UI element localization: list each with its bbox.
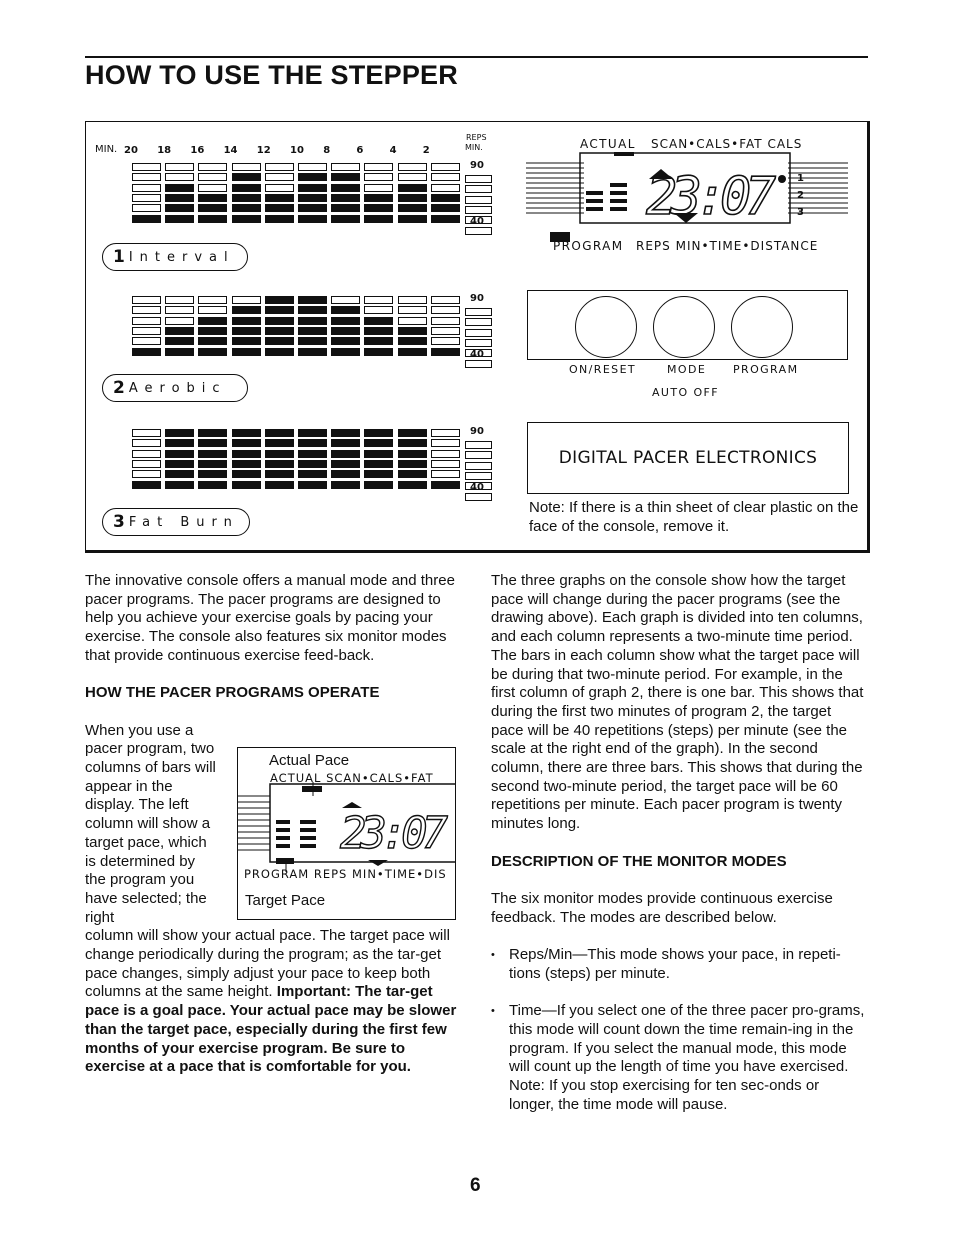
graph-bar-segment — [265, 337, 294, 345]
graph-bar-segment — [398, 184, 427, 192]
scale-high-label: 90 — [470, 160, 484, 171]
right-column — [491, 572, 867, 1133]
graph-bar-segment — [232, 317, 261, 325]
graph-bar-segment — [265, 204, 294, 212]
inset-lcd — [238, 782, 456, 872]
graph-bar-segment — [165, 450, 194, 458]
graph-bar-segment — [398, 450, 427, 458]
graph-bar-segment — [331, 317, 360, 325]
graph-bar-segment — [165, 215, 194, 223]
graph-bar-segment — [265, 306, 294, 314]
graph-bar-segment — [198, 348, 227, 356]
graph-bar-segment — [232, 184, 261, 192]
graph-bar-segment — [398, 348, 427, 356]
program-name: Aerobic — [128, 380, 227, 396]
graph-bar-segment — [232, 481, 261, 489]
lcd-program-label: PROGRAM — [553, 239, 624, 253]
graph-bar-segment — [298, 327, 327, 335]
graph-bar-segment — [265, 215, 294, 223]
graph-bar-segment — [431, 306, 460, 314]
graph-bar-segment — [431, 450, 460, 458]
graph-bar-segment — [431, 296, 460, 304]
page-title: HOW TO USE THE STEPPER — [85, 60, 458, 90]
graph-bar-segment — [198, 184, 227, 192]
console-figure — [85, 121, 870, 553]
on-reset-label: ON/RESET — [569, 363, 637, 376]
graph-bar-segment — [165, 163, 194, 171]
graph-bar-segment — [132, 429, 161, 437]
graph-bar-segment — [298, 317, 327, 325]
lcd-display — [526, 152, 856, 252]
graph-bar-segment — [132, 184, 161, 192]
graph-bar-segment — [132, 194, 161, 202]
graph-bar-segment — [198, 450, 227, 458]
graph-bar-segment — [165, 327, 194, 335]
graph-bar-segment — [265, 296, 294, 304]
graph-bar-segment — [132, 348, 161, 356]
graph-bar-segment — [398, 204, 427, 212]
program-label-3 — [102, 508, 250, 536]
scale-bar-segment — [465, 451, 492, 459]
graph-bar-segment — [132, 460, 161, 468]
mode-button[interactable] — [653, 296, 715, 358]
side-number-2: 2 — [797, 190, 804, 201]
graph-bar-segment — [165, 173, 194, 181]
graph-bar-segment — [232, 348, 261, 356]
graph-bar-segment — [198, 470, 227, 478]
graph-bar-segment — [265, 460, 294, 468]
axis-tick-label: 16 — [190, 145, 205, 156]
graph-bar-segment — [331, 337, 360, 345]
important-note: Important: The tar-get pace is a goal pace. Your actual pace may be slower than the target pace, especially during the first few months of your exercise program. Be sure to exercise at a pace that is comfortable for you. — [85, 983, 457, 1076]
graph-bar-segment — [198, 337, 227, 345]
graph-bar-segment — [198, 327, 227, 335]
graph-bar-segment — [132, 306, 161, 314]
graph-bar-segment — [165, 317, 194, 325]
lcd-actual-label: ACTUAL — [580, 137, 636, 151]
graph-bar-segment — [198, 296, 227, 304]
scale-bar-segment — [465, 318, 492, 326]
graph-bar-segment — [298, 296, 327, 304]
graph-bar-segment — [331, 194, 360, 202]
graph-bar-segment — [265, 429, 294, 437]
graph-bar-segment — [165, 460, 194, 468]
graph-bar-segment — [132, 296, 161, 304]
graph-bar-segment — [298, 215, 327, 223]
monitor-modes-heading: DESCRIPTION OF THE MONITOR MODES — [491, 852, 787, 870]
scale-high-label: 90 — [470, 293, 484, 304]
axis-tick-label: 8 — [323, 145, 331, 156]
scale-bar-segment — [465, 493, 492, 501]
graph-bar-segment — [398, 215, 427, 223]
program-number: 2 — [113, 378, 125, 398]
axis-tick-label: 10 — [290, 145, 304, 156]
graph-bar-segment — [398, 337, 427, 345]
graph-bar-segment — [431, 327, 460, 335]
graph-bar-segment — [232, 163, 261, 171]
graph-bar-segment — [431, 429, 460, 437]
graph-bar-segment — [364, 337, 393, 345]
axis-tick-label: 6 — [356, 145, 364, 156]
intro-paragraph: The innovative console offers a manual mode and three pacer programs. The pacer programs are designed to help you achieve your exercise goals by pacing your exercise. The console also features six monitor modes that provide continuous exercise feed-back. — [85, 572, 455, 664]
graph-bar-segment — [132, 173, 161, 181]
graph-bar-segment — [364, 470, 393, 478]
graph-bar-segment — [232, 337, 261, 345]
graph-bar-segment — [331, 306, 360, 314]
graph-bar-segment — [331, 327, 360, 335]
graph-bar-segment — [265, 348, 294, 356]
graph-bar-segment — [132, 163, 161, 171]
scale-low-label: 40 — [470, 216, 484, 227]
axis-tick-label: 18 — [157, 145, 172, 156]
graph-bar-segment — [198, 317, 227, 325]
list-item: • Time—If you select one of the three pacer pro-grams, this mode will count down the time remain-ing in the program. If you select the manual mode, this mode will count up the length of time you have exercised. Note: If you stop exercising for ten sec-onds or longer, the time mode will pause. — [491, 1002, 867, 1114]
actual-indicator-icon — [614, 152, 634, 156]
plastic-note: Note: If there is a thin sheet of clear plastic on the face of the console, remove it. — [529, 499, 859, 535]
program-name: Interval — [128, 249, 235, 265]
wrapped-paragraph: When you use a pacer program, two columns of bars will appear in the display. The left column will show a target pace, which is determined by the program you have selected; the right — [85, 721, 216, 926]
graph-bar-segment — [331, 439, 360, 447]
graph-bar-segment — [431, 163, 460, 171]
graph-bar-segment — [431, 215, 460, 223]
graph-bar-segment — [265, 317, 294, 325]
graph-bar-segment — [364, 215, 393, 223]
scale-bar-segment — [465, 185, 492, 193]
graph-bar-segment — [331, 460, 360, 468]
graph-bar-segment — [165, 348, 194, 356]
reps-min-label: MIN. — [465, 143, 483, 152]
side-number-3: 3 — [797, 207, 804, 218]
graph-bar-segment — [265, 163, 294, 171]
reps-label: REPS — [466, 133, 487, 142]
graph-bar-segment — [232, 204, 261, 212]
scale-bar-segment — [465, 462, 492, 470]
graph-bar-segment — [265, 470, 294, 478]
inset-top-labels: ACTUAL SCAN•CALS•FAT — [270, 771, 434, 785]
graph-bar-segment — [431, 184, 460, 192]
graph-bar-segment — [165, 337, 194, 345]
axis-tick-label: 20 — [124, 145, 138, 156]
graph-bar-segment — [398, 306, 427, 314]
graph-bar-segment — [232, 194, 261, 202]
graph-bar-segment — [431, 194, 460, 202]
graph-bar-segment — [165, 306, 194, 314]
scale-bar-segment — [465, 339, 492, 347]
graph-bar-segment — [165, 481, 194, 489]
program-number: 1 — [113, 247, 125, 267]
graph-bar-segment — [298, 439, 327, 447]
target-pace-marker-icon — [276, 858, 294, 864]
modes-list — [491, 946, 867, 1114]
graph-bar-segment — [165, 296, 194, 304]
graph-bar-segment — [198, 429, 227, 437]
auto-off-label: AUTO OFF — [652, 386, 719, 399]
axis-min-label: MIN. — [95, 144, 118, 155]
graph-bar-segment — [398, 173, 427, 181]
graph-bar-segment — [398, 470, 427, 478]
graph-bar-segment — [431, 348, 460, 356]
lcd-scan-label: SCAN•CALS•FAT CALS — [651, 137, 803, 151]
inset-bottom-labels: PROGRAM REPS MIN•TIME•DIS — [244, 867, 447, 881]
graph-bar-segment — [331, 173, 360, 181]
graph-bar-segment — [165, 184, 194, 192]
graph-bar-segment — [364, 204, 393, 212]
graph-bar-segment — [364, 450, 393, 458]
graph-bar-segment — [298, 173, 327, 181]
graph-bar-segment — [298, 450, 327, 458]
scale-bar-segment — [465, 175, 492, 183]
graph-bar-segment — [364, 327, 393, 335]
button-panel — [527, 290, 848, 360]
graph-bar-segment — [331, 450, 360, 458]
graph-bar-segment — [364, 296, 393, 304]
graph-bar-segment — [265, 439, 294, 447]
pace-inset — [237, 747, 456, 920]
graph-bar-segment — [298, 306, 327, 314]
graph-bar-segment — [298, 194, 327, 202]
graph-bar-segment — [431, 173, 460, 181]
graph-bar-segment — [431, 439, 460, 447]
graph-bar-segment — [364, 306, 393, 314]
graph-bar-segment — [398, 163, 427, 171]
graph-bar-segment — [331, 204, 360, 212]
graph-bar-segment — [198, 163, 227, 171]
graph-bar-segment — [364, 173, 393, 181]
graph-bar-segment — [198, 194, 227, 202]
target-pace-label: Target Pace — [245, 892, 326, 909]
graph-bar-segment — [298, 481, 327, 489]
axis-tick-label: 2 — [422, 145, 430, 156]
graph-bar-segment — [364, 348, 393, 356]
graph-bar-segment — [198, 204, 227, 212]
graph-bar-segment — [132, 450, 161, 458]
graph-bar-segment — [132, 327, 161, 335]
graph-bar-segment — [398, 429, 427, 437]
graph-bar-segment — [132, 481, 161, 489]
program-name: Fat Burn — [128, 514, 239, 530]
graph-bar-segment — [298, 184, 327, 192]
scale-bar-segment — [465, 329, 492, 337]
continued-paragraph: column will show your actual pace. The target pace will change periodically during the program; as the tar-get pace changes, simply adjust your pace to keep both columns at the same height. Important: The tar-get pace is a goal pace. Your actual pace may be slower than the target pace, especially during the first few months of your exercise program. Be sure to exercise at a pace that is comfortable for you. — [85, 927, 457, 1076]
graph-bar-segment — [398, 327, 427, 335]
scale-high-label: 90 — [470, 426, 484, 437]
title-rule — [85, 56, 868, 58]
graph-bar-segment — [431, 317, 460, 325]
graph-bar-segment — [298, 460, 327, 468]
graph-bar-segment — [232, 215, 261, 223]
graph-bar-segment — [232, 306, 261, 314]
actual-pace-marker-icon — [302, 786, 322, 792]
program-number: 3 — [113, 512, 125, 532]
graph-bar-segment — [431, 204, 460, 212]
graph-bar-segment — [398, 481, 427, 489]
graph-bar-segment — [198, 460, 227, 468]
graph-bar-segment — [232, 327, 261, 335]
scale-bar-segment — [465, 472, 492, 480]
graph-bar-segment — [165, 194, 194, 202]
graph-bar-segment — [331, 348, 360, 356]
inset-digits: 23:07 — [340, 808, 448, 859]
graph-bar-segment — [331, 470, 360, 478]
axis-tick-label: 14 — [223, 145, 238, 156]
graph-bar-segment — [331, 429, 360, 437]
graph-bar-segment — [331, 184, 360, 192]
graph-bar-segment — [398, 317, 427, 325]
graph-bar-segment — [364, 163, 393, 171]
graph-bar-segment — [132, 470, 161, 478]
scale-low-label: 40 — [470, 349, 484, 360]
graph-bar-segment — [232, 439, 261, 447]
graph-bar-segment — [232, 173, 261, 181]
graph-bar-segment — [265, 327, 294, 335]
graph-bar-segment — [364, 194, 393, 202]
graph-bar-segment — [398, 296, 427, 304]
lcd-reps-label: REPS MIN•TIME•DISTANCE — [636, 239, 819, 253]
axis-tick-label: 12 — [256, 145, 271, 156]
graph-bar-segment — [132, 317, 161, 325]
scale-low-label: 40 — [470, 482, 484, 493]
graph-bar-segment — [265, 481, 294, 489]
program-label: PROGRAM — [733, 363, 799, 376]
graph-bar-segment — [165, 429, 194, 437]
scale-bar-segment — [465, 196, 492, 204]
scale-bar-segment — [465, 360, 492, 368]
scale-bar-segment — [465, 206, 492, 214]
graph-bar-segment — [132, 204, 161, 212]
graphs-paragraph: The three graphs on the console show how the target pace will change during the pacer programs (see the drawing above). Each graph is divided into ten columns, and each column represents a two-minute time period. The bars in each column show what the target pace will be during that two-minute period. For example, in the first column of graph 2, there is one bar. This shows that during the first two minutes of program 2, the target pace will be 40 repetitions (steps) per minute (see the scale at the right end of the graph). In the second column, there are three bars. This shows that during the second two-minute period, the target pace will be 60 repetitions per minute. Each pacer program is twenty minutes long. — [491, 572, 864, 833]
graph-bar-segment — [232, 460, 261, 468]
graph-bar-segment — [198, 173, 227, 181]
graph-bar-segment — [232, 470, 261, 478]
graph-bar-segment — [198, 439, 227, 447]
mode-label: MODE — [667, 363, 707, 376]
graph-bar-segment — [232, 429, 261, 437]
graph-bar-segment — [298, 348, 327, 356]
graph-bar-segment — [398, 460, 427, 468]
graph-bar-segment — [398, 194, 427, 202]
inset-down-arrow-icon — [368, 860, 388, 866]
list-item: • Reps/Min—This mode shows your pace, in repeti-tions (steps) per minute. — [491, 946, 867, 983]
graph-bar-segment — [331, 215, 360, 223]
graph-bar-segment — [132, 439, 161, 447]
graph-bar-segment — [364, 429, 393, 437]
scale-bar-segment — [465, 227, 492, 235]
graph-bar-segment — [331, 296, 360, 304]
graph-bar-segment — [331, 481, 360, 489]
graph-bar-segment — [364, 439, 393, 447]
graph-bar-segment — [198, 215, 227, 223]
axis-tick-label: 4 — [389, 145, 397, 156]
graph-bar-segment — [132, 337, 161, 345]
graph-bar-segment — [198, 306, 227, 314]
graph-bar-segment — [364, 481, 393, 489]
graph-bar-segment — [132, 215, 161, 223]
graph-bar-segment — [265, 194, 294, 202]
graph-bar-segment — [431, 481, 460, 489]
graph-bar-segment — [298, 429, 327, 437]
graph-bar-segment — [431, 337, 460, 345]
graph-bar-segment — [265, 184, 294, 192]
graph-bar-segment — [398, 439, 427, 447]
graph-bar-segment — [364, 184, 393, 192]
graph-bar-segment — [298, 337, 327, 345]
program-label-1 — [102, 243, 248, 271]
on-reset-button[interactable] — [575, 296, 637, 358]
program-button[interactable] — [731, 296, 793, 358]
graph-bar-segment — [165, 470, 194, 478]
graph-bar-segment — [298, 204, 327, 212]
graph-bar-segment — [431, 470, 460, 478]
graph-bar-segment — [232, 296, 261, 304]
scale-bar-segment — [465, 441, 492, 449]
side-number-1: 1 — [797, 173, 804, 184]
graph-bar-segment — [265, 450, 294, 458]
graph-bar-segment — [431, 460, 460, 468]
graph-bar-segment — [265, 173, 294, 181]
graph-bar-segment — [364, 317, 393, 325]
graph-bar-segment — [165, 204, 194, 212]
brand-label: DIGITAL PACER ELECTRONICS — [527, 422, 849, 494]
graph-bar-segment — [232, 450, 261, 458]
graph-bar-segment — [331, 163, 360, 171]
graph-bar-segment — [198, 481, 227, 489]
graph-bar-segment — [364, 460, 393, 468]
modes-intro: The six monitor modes provide continuous exercise feedback. The modes are described below. — [491, 889, 833, 926]
actual-pace-label: Actual Pace — [269, 752, 350, 769]
program-label-2 — [102, 374, 248, 402]
graph-bar-segment — [165, 439, 194, 447]
page-number: 6 — [470, 1175, 481, 1196]
scale-bar-segment — [465, 308, 492, 316]
graph-bar-segment — [298, 163, 327, 171]
pacer-heading: HOW THE PACER PROGRAMS OPERATE — [85, 684, 380, 702]
lcd-digits: 23:07 — [646, 167, 776, 227]
graph-bar-segment — [298, 470, 327, 478]
